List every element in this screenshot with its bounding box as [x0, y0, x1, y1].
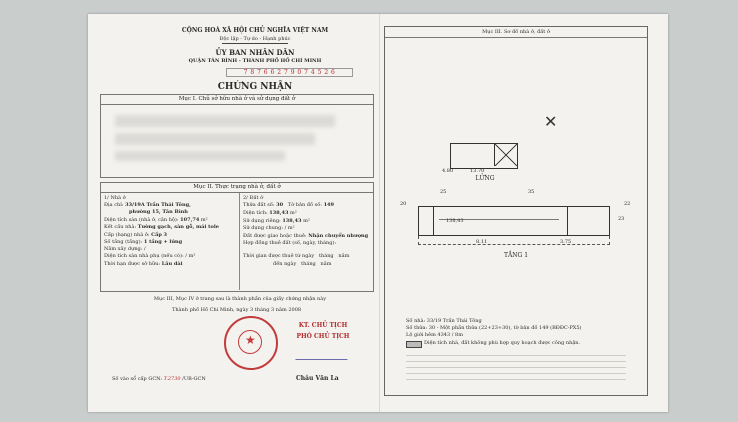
- address-label: Địa chỉ:: [104, 202, 124, 208]
- note-2: Số thửa: 30 - Một phần thửa (22+23+30), tờ bản đồ 149 (BĐĐC-PX5): [406, 325, 582, 331]
- section3-title: Mục III. Sơ đồ nhà ở, đất ở: [482, 29, 550, 35]
- legend-swatch: [406, 341, 422, 348]
- redacted-owner-line-3: [115, 151, 285, 161]
- floors-value: 1 tầng + lửng: [143, 239, 183, 245]
- grade-value: Cấp 3: [151, 232, 168, 238]
- page-fold: [379, 14, 380, 412]
- role: PHÓ CHỦ TỊCH: [296, 333, 350, 340]
- signature: [295, 345, 352, 360]
- area-value: 107,74: [180, 217, 200, 223]
- land-heading: 2/ Đất ở: [243, 195, 264, 201]
- property-section: Mục II. Thực trạng nhà ở, đất ở 1/ Nhà ở Địa chỉ: 33/19A Trần Thái Tông, phường 15, Tân Bình Diện tích sàn (nhà ở, căn hộ): 107,74 m² Kết cấu nhà: Tường gạch, sàn gỗ, mái tole Cấp (hạng) nhà ở: Cấp 3 Số tầng (tầng): 1 tầng + lửng Năm xây dựng: / Diện tích sàn nhà phụ (nếu có): / m² Thời hạn được sở hữu: Lâu dài 2/ Đất ở Thửa đất số: 30 Tờ bản đồ số: 149 Diện tích: 138,43 m² Sử dụng riêng: 138,43 m² Sử dụng chung: / m² Đất được giao hoặc thuê: Nhận chuyển nhượng Hợp đồng thuê đất (số, ngày, tháng): Thời gian được thuê từ ngày tháng năm đến ngày tháng năm: [100, 182, 374, 292]
- serial-number: 7 8 7 6 6 2 7 9 0 7 4 5 2 6: [226, 68, 353, 77]
- register-value: T.2730: [163, 376, 181, 382]
- private-area-value: 138,43: [282, 218, 302, 224]
- issuer: ỦY BAN NHÂN DÂN: [215, 48, 295, 57]
- address-line2: phường 15, Tân Bình: [129, 209, 188, 215]
- place-date: Thành phố Hồ Chí Minh, ngày 3 tháng 3 năm 2008: [172, 307, 302, 313]
- fine-print: [406, 350, 626, 380]
- area-label: Diện tích sàn (nhà ở, căn hộ):: [104, 217, 179, 223]
- floors-label: Số tầng (tầng):: [104, 239, 143, 245]
- official-seal: ★: [224, 316, 278, 370]
- role-prefix: KT. CHỦ TỊCH: [298, 322, 348, 329]
- redacted-owner-line-1: [115, 115, 335, 127]
- term-label: Thời hạn được sở hữu:: [104, 261, 161, 267]
- shared-label: Diện tích sàn nhà phụ (nếu có):: [104, 253, 184, 259]
- structure-label: Kết cấu nhà:: [104, 224, 137, 230]
- register-label: Số vào sổ cấp GCN:: [112, 376, 163, 382]
- parcel-value: 30: [276, 202, 284, 208]
- mezzanine-label: LỬNG: [475, 175, 495, 182]
- motto: Độc lập - Tự do - Hạnh phúc: [219, 36, 291, 42]
- land-area-value: 138,43: [269, 210, 289, 216]
- contract-label: Hợp đồng thuê đất (số, ngày, tháng):: [243, 240, 337, 246]
- owner-section: [100, 94, 374, 178]
- note-1: Số nhà: 33/19 Trần Thái Tông: [406, 318, 482, 324]
- road-boundary: [418, 236, 610, 245]
- document-title: CHỨNG NHẬN: [217, 82, 293, 92]
- ground-floor-label: TẦNG 1: [503, 252, 529, 259]
- house-heading: 1/ Nhà ở: [104, 195, 126, 201]
- redacted-owner-line-2: [115, 133, 315, 145]
- parcel-area: 138,43: [446, 218, 464, 224]
- nation-heading: CỘNG HOÀ XÃ HỘI CHỦ NGHĨA VIỆT NAM: [181, 27, 329, 34]
- note-3: Lộ giới hẻm 4343 / 8m: [406, 332, 463, 338]
- structure-value: Tường gạch, sàn gỗ, mái tole: [137, 224, 219, 230]
- map-value: 149: [323, 202, 334, 208]
- grade-label: Cấp (hạng) nhà ở:: [104, 232, 150, 238]
- mezzanine-plan: [450, 143, 518, 169]
- year-label: Năm xây dựng:: [104, 246, 143, 252]
- origin-value: Nhận chuyển nhượng: [308, 233, 369, 239]
- term-value: Lâu dài: [161, 261, 183, 267]
- section2-title: Mục II. Thực trạng nhà ở, đất ở: [101, 183, 373, 193]
- address-value: 33/19A Trần Thái Tông,: [125, 202, 191, 208]
- north-arrow-icon: ✕: [544, 112, 558, 131]
- legend-text: Diện tích nhà, đất không phù hợp quy hoạch được công nhận.: [424, 340, 581, 346]
- signer-name: Châu Văn La: [296, 375, 339, 382]
- district: QUẬN TÂN BÌNH - THÀNH PHỐ HỒ CHÍ MINH: [188, 58, 322, 64]
- section1-title: Mục I. Chủ sở hữu nhà ở và sử dụng đất ở: [101, 95, 373, 105]
- footnote: Mục III, Mục IV ở trang sau là thành phần của giấy chứng nhận này: [153, 296, 327, 302]
